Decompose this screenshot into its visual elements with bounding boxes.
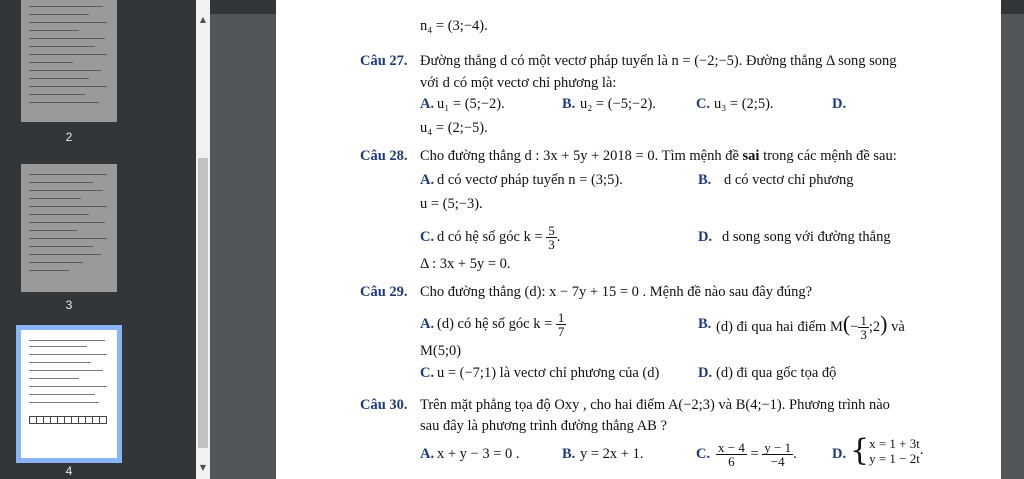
option-text: u = (−7;1) là vectơ chỉ phương của (d) [437,365,660,381]
scroll-thumb[interactable] [198,158,208,448]
option-text: M(5;0) [420,343,462,359]
option-label: C. [420,229,435,245]
option-label: B. [698,316,712,332]
option-label: A. [420,96,435,112]
option-text: (d) có hệ số góc k = $\frac{1}{7}$ [437,310,565,340]
option-text: d có hệ số góc k = $\frac{5}{3}$ . [437,223,561,253]
scrollbar[interactable] [196,0,210,479]
option-text: d có vectơ chỉ phương [724,172,854,188]
option-text: u₂ = (−5;−2). [580,96,656,112]
option-text: u₄ = (2;−5). [420,120,488,136]
question-text: sau đây là phương trình đường thẳng AB ? [420,418,667,434]
question-number: Câu 30. [360,397,408,413]
option-label: D. [698,365,713,381]
thumbnail-label: 3 [65,298,73,312]
option-text: Δ : 3x + 5y = 0. [420,256,511,272]
option-text: (d) đi qua gốc tọa độ [716,365,837,381]
option-text: u = (5;−3). [420,196,483,212]
option-label: A. [420,446,435,462]
option-label: C. [696,446,711,462]
option-label: D. [832,446,847,462]
option-label: B. [698,172,712,188]
option-text: u₁ = (5;−2). [437,96,505,112]
option-text: d song song với đường thẳng [722,229,891,245]
question-text: Đường thẳng d có một vectơ pháp tuyến là n = (−2;−5). Đường thẳng Δ song song [420,53,897,69]
question-text: với d có một vectơ chỉ phương là: [420,75,617,91]
option-label: C. [420,365,435,381]
question-number: Câu 27. [360,53,408,69]
option-label: D. [698,229,713,245]
option-label: C. [696,96,711,112]
thumbnail-label: 2 [65,130,73,144]
thumbnail-label: 4 [65,464,73,478]
question-text: Cho đường thẳng d : 3x + 5y + 2018 = 0. Tìm mệnh đề sai trong các mệnh đề sau: [420,148,897,164]
top-line: n₄ = (3;−4). [420,18,488,34]
thumbnail-page-4[interactable] [21,330,117,458]
option-text: d có vectơ pháp tuyến n = (3;5). [437,172,623,188]
thumbnail-page-2[interactable] [21,0,117,122]
scroll-down-icon[interactable]: ▼ [199,463,207,472]
option-label: B. [562,446,576,462]
option-label: D. [832,96,847,112]
option-text: x + y − 3 = 0 . [437,446,520,462]
thumbnail-page-3[interactable] [21,164,117,292]
option-text: u₃ = (2;5). [714,96,774,112]
option-label: A. [420,316,435,332]
question-number: Câu 29. [360,284,408,300]
scroll-up-icon[interactable]: ▲ [199,15,207,24]
question-text: Cho đường thẳng (d): x − 7y + 15 = 0 . Mệnh đề nào sau đây đúng? [420,284,813,300]
option-label: B. [562,96,576,112]
option-text: $\frac{x - 4}{6}$ = $\frac{y - 1}{-4}$ . [718,440,797,470]
option-text: { x = 1 + 3t y = 1 − 2t . [850,432,924,468]
thumbnail-sidebar [0,0,196,479]
option-label: A. [420,172,435,188]
option-text: (d) đi qua hai điểm M(− $\frac{1}{3}$ ;2) và [716,311,905,343]
question-text: Trên mặt phẳng tọa độ Oxy , cho hai điểm A(−2;3) và B(4;−1). Phương trình nào [420,397,890,413]
question-number: Câu 28. [360,148,408,164]
document-page [276,0,1001,479]
option-text: y = 2x + 1. [580,446,644,462]
